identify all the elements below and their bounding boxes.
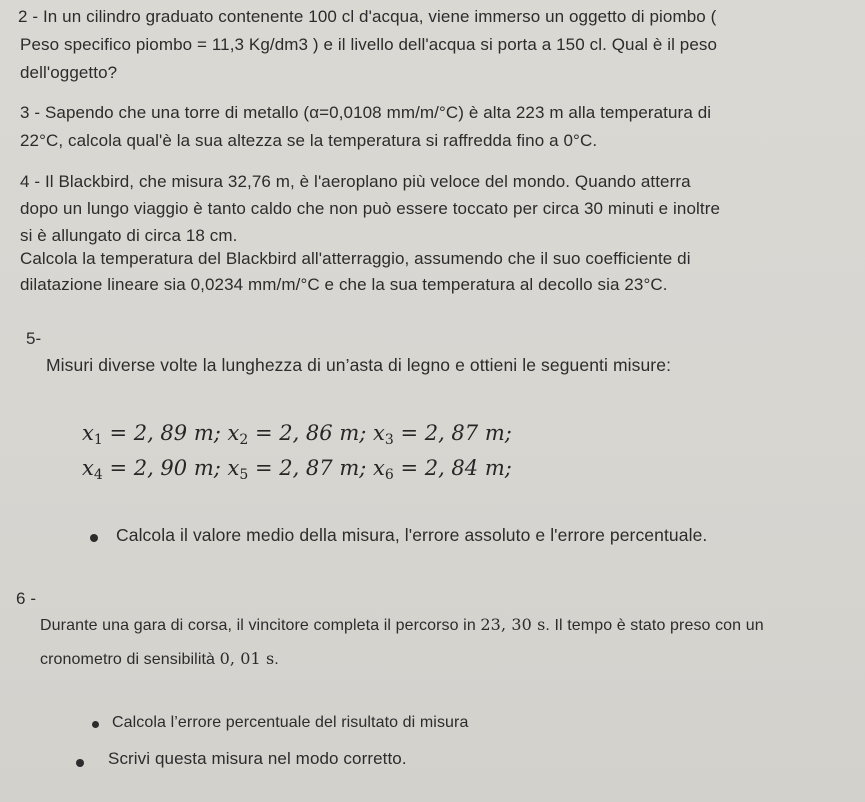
problem-6-number: 6 - — [16, 589, 37, 608]
bullet-icon — [90, 534, 98, 542]
bullet-icon — [92, 721, 99, 728]
problem-6-text-line-1: Durante una gara di corsa, il vincitore completa il percorso in 23, 30 s. Il tempo è stato preso con un — [40, 615, 764, 634]
measure-x3: $x_3 = 2$, 87 m; — [373, 421, 512, 448]
problem-4-line-2: dopo un lungo viaggio è tanto caldo che non può essere toccato per circa 30 minuti e inoltre — [20, 199, 721, 218]
measure-x1: $x_1 = 2$, 89 m; — [82, 421, 221, 448]
problem-4-line-4: Calcola la temperatura del Blackbird all'atterraggio, assumendo che il suo coefficiente di — [20, 249, 691, 268]
measures-row-1 — [82, 420, 512, 453]
problem-5-task: Calcola il valore medio della misura, l'errore assoluto e l'errore percentuale. — [116, 525, 708, 545]
measure-x4: $x_4 = 2$, 90 m; — [82, 456, 221, 483]
problem-3-line-2: 22°C, calcola qual'è la sua altezza se la temperatura si raffredda fino a 0°C. — [20, 131, 598, 150]
problem-4-line-3: si è allungato di circa 18 cm. — [20, 226, 238, 245]
problem-2-line-2: Peso specifico piombo = 11,3 Kg/dm3 ) e il livello dell'acqua si porta a 150 cl. Qual è il peso — [20, 35, 718, 54]
problem-5-intro: Misuri diverse volte la lunghezza di un’asta di legno e ottieni le seguenti misure: — [46, 355, 672, 375]
problem-5-number: 5- — [26, 329, 42, 348]
problem-2-line-3: dell'oggetto? — [20, 63, 118, 82]
measure-x5: $x_5 = 2$, 87 m; — [227, 456, 367, 483]
problem-3-line-1: 3 - Sapendo che una torre di metallo (α=0,0108 mm/m/°C) è alta 223 m alla temperatura di — [20, 103, 712, 122]
problem-6-text-line-2: cronometro di sensibilità 0, 01 s. — [40, 649, 279, 668]
problem-2-line-1: 2 - In un cilindro graduato contenente 100 cl d'acqua, viene immerso un oggetto di piombo ( — [18, 7, 717, 26]
problem-4-line-1: 4 - Il Blackbird, che misura 32,76 m, è l'aeroplano più veloce del mondo. Quando atterra — [20, 172, 691, 191]
problem-6-task-2: Scrivi questa misura nel modo corretto. — [108, 749, 407, 768]
problem-6-task-1: Calcola l’errore percentuale del risultato di misura — [112, 714, 469, 731]
bullet-icon — [76, 759, 84, 767]
measure-x6: $x_6 = 2$, 84 m; — [373, 456, 512, 483]
measures-row-2 — [82, 455, 512, 488]
measure-x2: $x_2 = 2$, 86 m; — [227, 421, 367, 448]
problem-4-line-5: dilatazione lineare sia 0,0234 mm/m/°C e che la sua temperatura al decollo sia 23°C. — [20, 275, 668, 294]
